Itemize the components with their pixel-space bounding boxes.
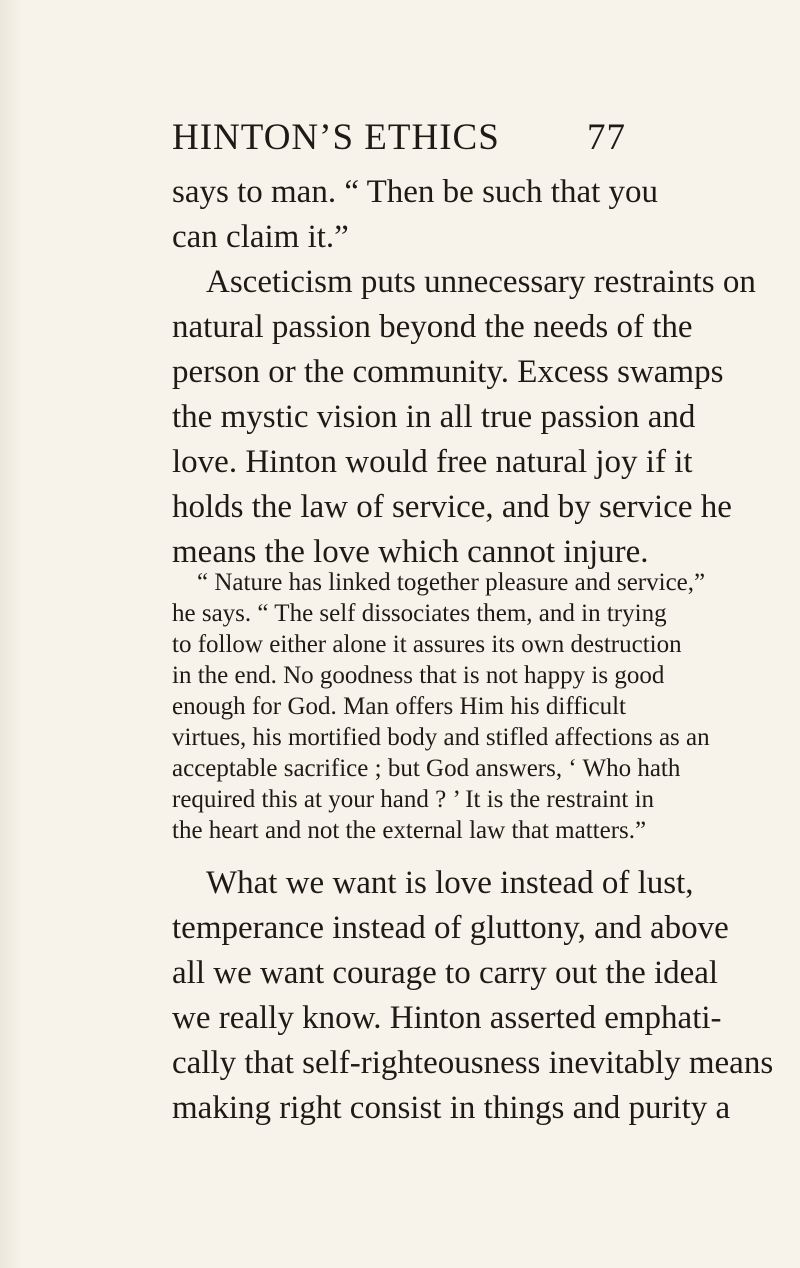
body-line: cally that self-righteousness inevitably means	[172, 1045, 774, 1081]
quote-line: required this at your hand ? ’ It is the restraint in	[172, 786, 655, 813]
quote-line: to follow either alone it assures its own destruction	[172, 631, 682, 658]
body-line: person or the community. Excess swamps	[172, 354, 724, 390]
quote-line: virtues, his mortified body and stifled affections as an	[172, 724, 710, 751]
body-line: natural passion beyond the needs of the	[172, 309, 693, 345]
quote-line: enough for God. Man offers Him his difficult	[172, 693, 626, 720]
quote-line: in the end. No goodness that is not happy is good	[172, 662, 665, 689]
body-line: means the love which cannot injure.	[172, 534, 649, 570]
quote-line: the heart and not the external law that matters.”	[172, 817, 647, 844]
page-gutter-shadow	[0, 0, 22, 1268]
body-line: holds the law of service, and by service he	[172, 489, 732, 525]
body-line: Asceticism puts unnecessary restraints on	[206, 264, 756, 300]
body-line: the mystic vision in all true passion and	[172, 399, 696, 435]
quote-line: acceptable sacrifice ; but God answers, ‘ Who hath	[172, 755, 681, 782]
page-header	[172, 116, 626, 164]
quote-line: he says. “ The self dissociates them, and in trying	[172, 600, 667, 627]
quote-line: “ Nature has linked together pleasure and service,”	[197, 569, 706, 596]
body-line: all we want courage to carry out the ideal	[172, 955, 719, 991]
body-line: says to man. “ Then be such that you	[172, 174, 659, 210]
body-line: making right consist in things and purity a	[172, 1090, 731, 1126]
body-line: love. Hinton would free natural joy if it	[172, 444, 693, 480]
body-line: What we want is love instead of lust,	[206, 865, 694, 901]
body-line: temperance instead of gluttony, and above	[172, 910, 729, 946]
body-line: we really know. Hinton asserted emphati-	[172, 1000, 722, 1036]
page-number: 77	[587, 117, 626, 158]
running-head: HINTON’S ETHICS	[172, 117, 500, 158]
body-line: can claim it.”	[172, 219, 349, 255]
